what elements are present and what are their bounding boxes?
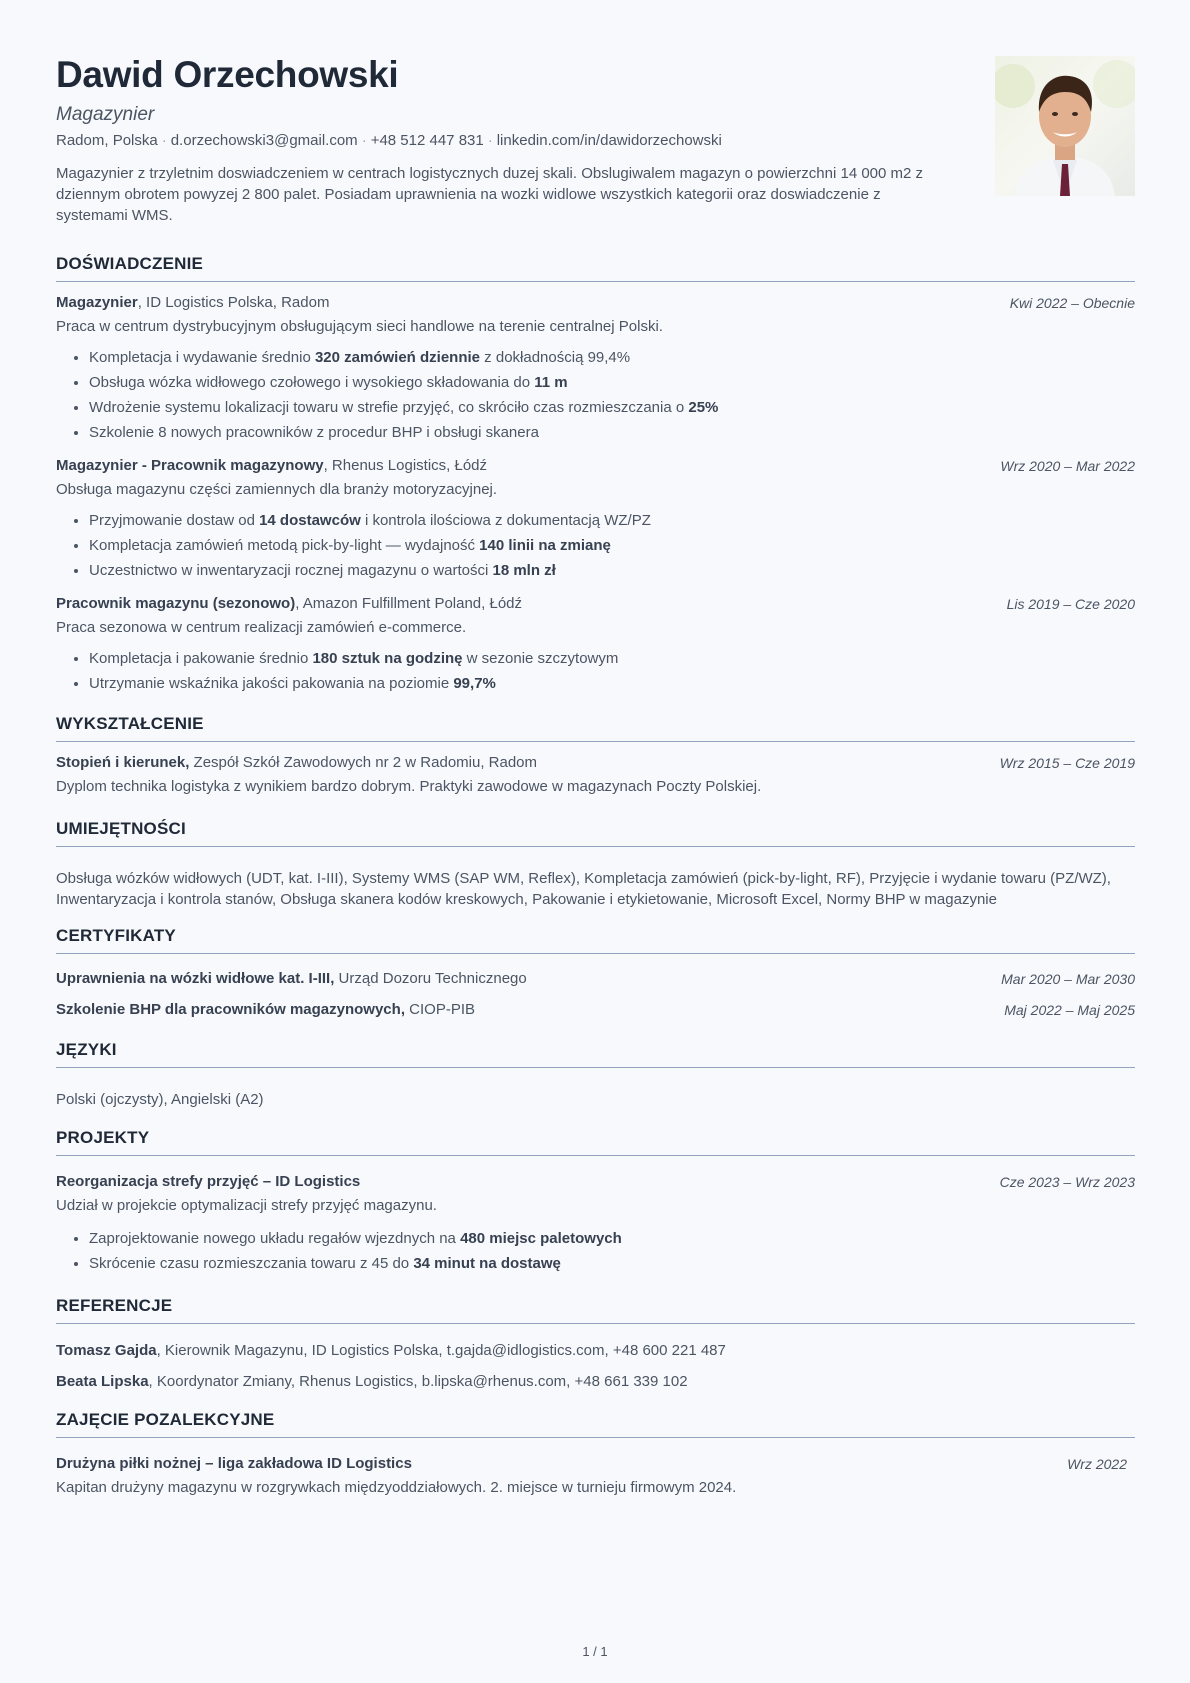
bullet-text: Kompletacja i wydawanie średnio [89, 349, 315, 366]
job-position: Pracownik magazynu (sezonowo) [56, 595, 296, 612]
job-header [56, 454, 1135, 478]
profile-summary: Magazynier z trzyletnim doswiadczeniem w centrach logistycznych duzej skali. Obslugiwalem magazyn o powierzchni 14 000 m2 z dziennym obrotem powyzej 2 800 palet. Posiadam uprawnienia na wozki widlowe wszystkich kategorii oraz doswiadczenie z systemami WMS. [56, 165, 924, 224]
reference-item [56, 1339, 1135, 1363]
separator-dot: · [361, 132, 367, 149]
bullet-item [89, 558, 1135, 583]
experience-section [56, 254, 1135, 696]
bullet-highlight: 480 miejsc paletowych [460, 1230, 622, 1247]
section-title: CERTYFIKATY [56, 926, 1135, 954]
bullet-highlight: 18 mln zł [492, 562, 556, 579]
education-section [56, 714, 1135, 799]
projects-section [56, 1128, 1135, 1276]
bullet-item [89, 420, 1135, 445]
phone: +48 512 447 831 [370, 132, 484, 149]
bullet-item [89, 345, 1135, 370]
languages-section [56, 1040, 1135, 1112]
job-company: , Amazon Fulfillment Poland, Łódź [295, 595, 523, 612]
bullet-text: Zaprojektowanie nowego układu regałów wjezdnych na [89, 1230, 461, 1247]
references-list [56, 1324, 1135, 1394]
reference-item [56, 1370, 1135, 1394]
job-entry [56, 291, 1135, 445]
certificate-item [56, 998, 1135, 1022]
job-position: Magazynier [56, 294, 138, 311]
resume-header [56, 50, 1135, 230]
linkedin-link[interactable]: linkedin.com/in/dawidorzechowski [496, 132, 722, 149]
bullet-highlight: 99,7% [453, 675, 496, 692]
bullet-highlight: 180 sztuk na godzinę [312, 650, 463, 667]
bullet-item [89, 1226, 1135, 1251]
project-bullets [56, 1226, 1135, 1276]
extracurricular-section [56, 1410, 1135, 1500]
certificate-name: Uprawnienia na wózki widłowe kat. I-III, [56, 970, 335, 987]
skills-section [56, 819, 1135, 910]
bullet-text: Przyjmowanie dostaw od [89, 512, 260, 529]
skills-body [56, 847, 1135, 910]
section-title: PROJEKTY [56, 1128, 1135, 1156]
certificate-date: Maj 2022 – Maj 2025 [1004, 1002, 1135, 1018]
certificate-issuer: CIOP-PIB [404, 1001, 475, 1018]
bullet-text: Szkolenie 8 nowych pracowników z procedur BHP i obsługi skanera [89, 424, 539, 441]
section-title: REFERENCJE [56, 1296, 1135, 1324]
reference-name: Beata Lipska [56, 1373, 149, 1390]
extracurricular-name: Drużyna piłki nożnej – liga zakładowa ID Logistics [56, 1455, 412, 1472]
job-entry [56, 454, 1135, 583]
section-title: DOŚWIADCZENIE [56, 254, 1135, 282]
extracurricular-date: Wrz 2022 [1067, 1456, 1127, 1472]
job-date: Wrz 2020 – Mar 2022 [1000, 458, 1135, 474]
bullet-item [89, 671, 1135, 696]
bullet-text: Kompletacja i pakowanie średnio [89, 650, 313, 667]
section-title: UMIEJĘTNOŚCI [56, 819, 1135, 847]
candidate-role: Magazynier [56, 104, 155, 125]
bullet-highlight: 320 zamówień dziennie [314, 349, 481, 366]
candidate-name: Dawid Orzechowski [56, 54, 399, 95]
bullet-text: Wdrożenie systemu lokalizacji towaru w strefie przyjęć, co skróciło czas rozmieszczania o [89, 399, 689, 416]
bullet-highlight: 34 minut na dostawę [413, 1255, 561, 1272]
project-description: Udział w projekcie optymalizacji strefy przyjęć magazynu. [56, 1197, 437, 1214]
separator-dot: · [161, 132, 167, 149]
bullet-highlight: 140 linii na zmianę [479, 537, 611, 554]
bullet-text: Skrócenie czasu rozmieszczania towaru z 45 do [89, 1255, 414, 1272]
job-description: Obsługa magazynu części zamiennych dla branży motoryzacyjnej. [56, 481, 498, 498]
location: Radom, Polska [56, 132, 158, 149]
certificates-list [56, 954, 1135, 1022]
job-bullets [56, 345, 1135, 445]
profile-photo [995, 56, 1135, 196]
certificates-section [56, 926, 1135, 1022]
project-date: Cze 2023 – Wrz 2023 [999, 1174, 1135, 1190]
bullet-highlight: 14 dostawców [259, 512, 361, 529]
job-header [56, 291, 1135, 315]
job-description: Praca sezonowa w centrum realizacji zamówień e-commerce. [56, 619, 467, 636]
bullet-item [89, 533, 1135, 558]
bullet-item [89, 508, 1135, 533]
contact-line [56, 132, 722, 149]
extracurricular-header [56, 1452, 1135, 1476]
bullet-item [89, 395, 1135, 420]
bullet-highlight: 11 m [534, 374, 568, 391]
skills-list: Obsługa wózków widłowych (UDT, kat. I-III), Systemy WMS (SAP WM, Reflex), Kompletacja zamówień (pick-by-light, RF), Przyjęcie i wydanie towaru (PZ/WZ), Inwentaryzacja i kontrola stanów, Obsługa skanera kodów kreskowych, Pakowanie i etykietowanie, Microsoft Excel, Normy BHP w magazynie [56, 870, 1111, 908]
bullet-item [89, 646, 1135, 671]
education-school: Zespół Szkół Zawodowych nr 2 w Radomiu, Radom [189, 754, 538, 771]
bullet-text: z dokładnością 99,4% [480, 349, 631, 366]
project-name: Reorganizacja strefy przyjęć – ID Logistics [56, 1173, 361, 1190]
bullet-text: w sezonie szczytowym [462, 650, 619, 667]
languages-body [56, 1068, 1135, 1112]
bullet-text: i kontrola ilościowa z dokumentacją WZ/PZ [360, 512, 651, 529]
job-header [56, 592, 1135, 616]
bullet-text: Utrzymanie wskaźnika jakości pakowania na poziomie [89, 675, 454, 692]
reference-details: , Kierownik Magazynu, ID Logistics Polska, t.gajda@idlogistics.com, +48 600 221 487 [156, 1342, 726, 1359]
certificate-name: Szkolenie BHP dla pracowników magazynowych, [56, 1001, 405, 1018]
bullet-highlight: 25% [688, 399, 719, 416]
job-bullets [56, 646, 1135, 696]
certificate-date: Mar 2020 – Mar 2030 [1001, 971, 1135, 987]
resume-content [56, 50, 1135, 1500]
job-entry [56, 592, 1135, 696]
certificate-issuer: Urząd Dozoru Technicznego [334, 970, 527, 987]
project-header [56, 1170, 1135, 1194]
job-bullets [56, 508, 1135, 583]
extracurricular-description: Kapitan drużyny magazynu w rozgrywkach międzyoddziałowych. 2. miejsce w turnieju firmowym 2024. [56, 1479, 737, 1496]
job-position: Magazynier - Pracownik magazynowy [56, 457, 324, 474]
bullet-text: Kompletacja zamówień metodą pick-by-light — wydajność [89, 537, 480, 554]
email-link[interactable]: d.orzechowski3@gmail.com [170, 132, 358, 149]
bullet-item [89, 1251, 1135, 1276]
job-description: Praca w centrum dystrybucyjnym obsługującym sieci handlowe na terenie centralnej Polski. [56, 318, 663, 335]
education-description: Dyplom technika logistyka z wynikiem bardzo dobrym. Praktyki zawodowe w magazynach Poczty Polskiej. [56, 778, 762, 795]
job-company: , Rhenus Logistics, Łódź [323, 457, 488, 474]
education-date: Wrz 2015 – Cze 2019 [999, 755, 1135, 771]
section-title: JĘZYKI [56, 1040, 1135, 1068]
education-degree: Stopień i kierunek, [56, 754, 190, 771]
certificate-item [56, 967, 1135, 991]
project-entry [56, 1156, 1135, 1276]
bullet-text: Obsługa wózka widłowego czołowego i wysokiego składowania do [89, 374, 535, 391]
page-number: 1 / 1 [582, 1644, 608, 1659]
education-header [56, 751, 1135, 775]
reference-details: , Koordynator Zmiany, Rhenus Logistics, b.lipska@rhenus.com, +48 661 339 102 [148, 1373, 688, 1390]
separator-dot: · [487, 132, 493, 149]
job-date: Kwi 2022 – Obecnie [1009, 295, 1135, 311]
job-date: Lis 2019 – Cze 2020 [1006, 596, 1135, 612]
extracurricular-entry [56, 1438, 1135, 1500]
languages-list: Polski (ojczysty), Angielski (A2) [56, 1091, 264, 1108]
section-title: WYKSZTAŁCENIE [56, 714, 1135, 742]
bullet-text: Uczestnictwo w inwentaryzacji rocznej magazynu o wartości [89, 562, 493, 579]
section-title: ZAJĘCIE POZALEKCYJNE [56, 1410, 1135, 1438]
references-section [56, 1296, 1135, 1394]
job-company: , ID Logistics Polska, Radom [137, 294, 330, 311]
reference-name: Tomasz Gajda [56, 1342, 157, 1359]
experience-list [56, 282, 1135, 696]
education-entry [56, 742, 1135, 799]
bullet-item [89, 370, 1135, 395]
